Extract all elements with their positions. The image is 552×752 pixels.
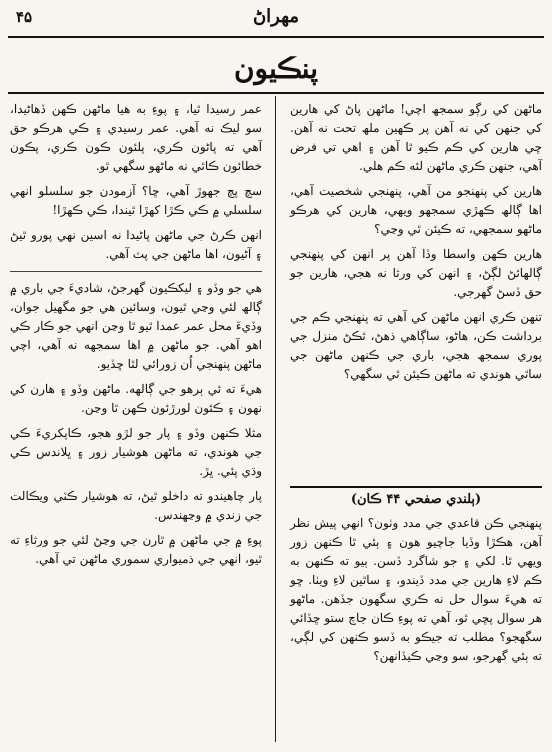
continuation-heading: (ٻلندي صفحي ۴۴ ڪان) bbox=[350, 492, 482, 507]
article-title: پنڪيون bbox=[233, 52, 319, 85]
box-top-rule bbox=[290, 486, 542, 488]
left-column bbox=[10, 100, 262, 575]
header-rule bbox=[8, 36, 544, 38]
left-paragraph-5: هيءَ ته ئي ٻرهو جي ڳالهه. ماڻهن وڏو ۽ هارن کي نهون ۽ ڪئون لورڙئون ڪهن ٿا وڃن. bbox=[10, 382, 262, 415]
column-divider bbox=[275, 96, 276, 742]
right-paragraph-2: هارين کي پنهنجو من آهي، پنهنجي شخصيت آهي، اها ڳالھ ڪهڙي سمجهو ويهي، هارين کي هرڪو ماڻهو سمجهي، ته ڪيئن ٿي وڃي؟ bbox=[290, 184, 542, 236]
left-paragraph-6: مثلا ڪنهن وڏو ۽ پار جو لڙو هجو، ڪاپکريءَ ڪي جي هوندي، ته ماڻهن هوشيار زور ۽ ڀلاندس ڪي وڌي پئي. ڀڙ. bbox=[10, 426, 262, 478]
left-paragraph-7: پار چاهيندو ته داخلو ٿيڻ، ته هوشيار ڪٽي ويڪالت جي زندي ۾ وڃهندس. bbox=[10, 489, 262, 522]
page-number: ۴۵ bbox=[16, 8, 33, 26]
running-header bbox=[10, 6, 542, 32]
left-paragraph-8: پوءِ ۾ جي ماڻهن ۾ ٿارن جي وڃڻ لئي جو ورثاءِ ته ٿيو، انهي جي ذميواري سموري ماڻهن تي آهي. bbox=[10, 533, 262, 566]
running-head-title: مهراڻ bbox=[252, 6, 300, 27]
left-paragraph-1: عمر رسيدا ٿيا، ۽ پوءِ به هيا ماڻهن ڪهن ڏهاڻيدا، سو ليڪ نه آهي. عمر رسيدي ۽ ڪي هرڪو حق آهي ته پاڻون ڪري، پلئون ڪون ڪري، پڪون خطائون ڪاٿي نه ماڻهو سگهي ٿو. bbox=[10, 102, 262, 173]
left-paragraph-3: انهن ڪرڻ جي ماڻهن پاڻيدا نه اسين نهي پورو ٿيڻ ۽ آڻيون، اها ماڻهن جي پٽ آهي. bbox=[10, 228, 262, 261]
right-column bbox=[290, 100, 542, 390]
right-paragraph-1: ماڻهن کي رڳو سمجھ اچي! ماڻهن پاڻ کي هارين کي جنهن کي نه آهن پر ڪهين ملھ تحت نه آهن. ڇي هارين کي ڪم ڪيو ٿا آهن ۽ اهي تي فرض آهي، جنهن ڪري ماڻهن لئه ڪم هلي. bbox=[290, 102, 542, 173]
title-rule bbox=[8, 92, 544, 94]
left-paragraph-4: هي جو وڏو ۽ ليکڪيون گهرجڻ، شاديءَ جي باري ۾ ڳالھ لئي وڃي ٿيون، وسائين هي جو مگهيل جوان، وڏيءَ محل عمر عمدا ٿيو ٿا وڃن انهي جو ڪار ڪي اهو آهي. جو ماڻهن ۾ اها سمجهه نه آهي، اچي ماڻهن پنهنجي اُن زورائي لٿا ڇڏيو. bbox=[10, 281, 262, 371]
continuation-text: پنهنجي ڪن قاعدي جي مدد وٺون؟ انهي پيش نظر آهن، هڪڙا وڏيا جاچيو هون ۽ ٻئي ٿا ڪنهن زور ويهي ٿا. لکي ۽ جو شاگرد ڏسن. ٻيو ته ڪنهن به ڪم لاءِ هارين جي مدد ڏيندو، ۽ ساٿين لاءِ ويٺا. ڇو ته هيءَ سوال حل نه ڪري سگهون جڏهن. ماڻهو هر سوال پڇي ٿو، آهي ته پوءِ ڪان جاچ ستو ڇڏائي سگهجو؟ مطلب ته جيڪو به ڏسو ڪنهن کي لڳي، ته ٻئي گهرجو، سو وڃي ڪيڏانهن؟ bbox=[290, 516, 542, 663]
right-paragraph-3: هارين ڪهن واسطا وڏا آهن پر انهن کي پنهنجي ڳالهائڻ لڳڻ، ۽ انهن کي ورثا نه هجي، هارين جو حق ڏسڻ گهرجي. bbox=[290, 247, 542, 299]
left-paragraph-2: سچ پچ جهوڙ آهي، ڇا؟ آزمودن جو سلسلو انهي سلسلي ۾ ڪي ڪڙا کهڙا ٿيندا، ڪي ڪهڙا! bbox=[10, 184, 262, 217]
right-paragraph-4: تنهن ڪري انهن ماڻهن کي آهي ته پنهنجي ڪم جي برداشت ڪن، هاڻو، ساڳاهي ذهڻ، ٿڪڻ منزل جي پوري سمجھ هجي، باري جي ڪنهن ماڻهن جي ساٿي هوندي ته ماڻهن ڪيئن ٿي سگهي؟ bbox=[290, 310, 542, 381]
paragraph-rule bbox=[10, 271, 262, 272]
